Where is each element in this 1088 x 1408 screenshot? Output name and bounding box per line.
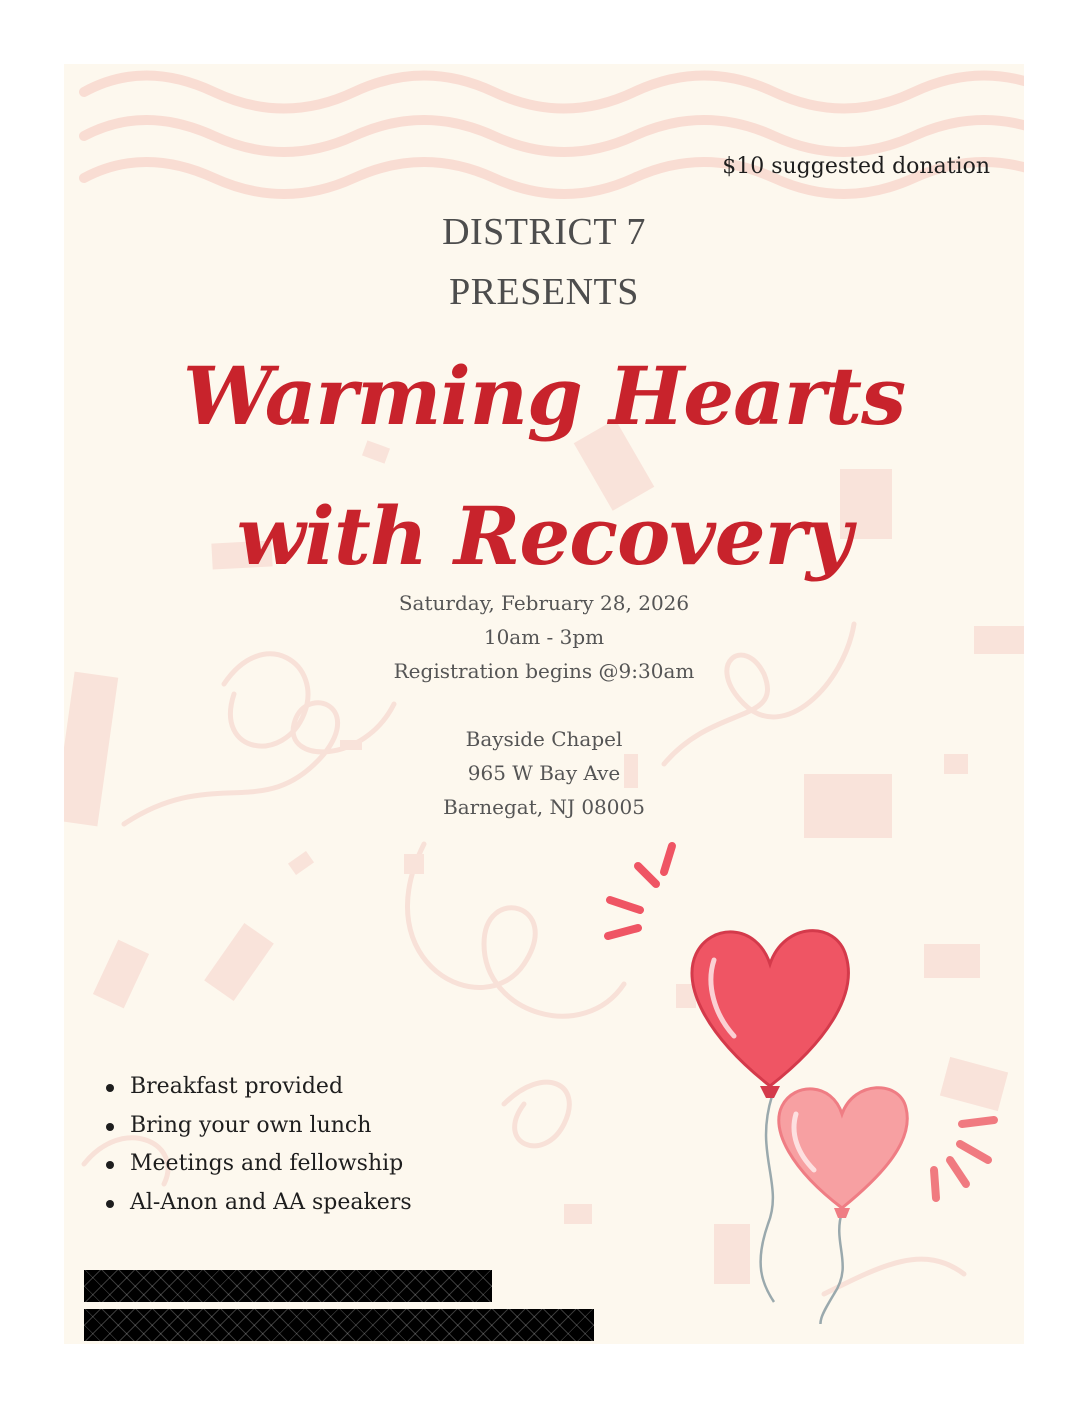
venue-street: 965 W Bay Ave bbox=[467, 761, 621, 785]
event-title-line-2: with Recovery bbox=[236, 489, 852, 583]
list-item: Bring your own lunch bbox=[104, 1107, 412, 1146]
event-flyer bbox=[64, 64, 1024, 1344]
burst-lines-icon bbox=[608, 846, 672, 936]
details-spacer bbox=[64, 688, 1024, 722]
heart-balloon-icon bbox=[692, 931, 848, 1098]
presenter-heading bbox=[64, 202, 1024, 322]
burst-lines-icon-lower bbox=[934, 1120, 994, 1198]
registration-time: Registration begins @9:30am bbox=[393, 659, 695, 683]
event-title-line-1: Warming Hearts bbox=[182, 349, 906, 443]
heart-balloon-icon-pink bbox=[779, 1088, 908, 1218]
redacted-block bbox=[84, 1270, 492, 1302]
venue-city: Barnegat, NJ 08005 bbox=[443, 795, 645, 819]
suggested-donation: $10 suggested donation bbox=[722, 154, 990, 179]
event-time: 10am - 3pm bbox=[483, 625, 605, 649]
list-item: Al-Anon and AA speakers bbox=[104, 1184, 412, 1223]
feature-list bbox=[104, 1068, 412, 1222]
event-title bbox=[64, 326, 1024, 606]
venue-name: Bayside Chapel bbox=[465, 727, 623, 751]
list-item: Breakfast provided bbox=[104, 1068, 412, 1107]
event-date: Saturday, February 28, 2026 bbox=[398, 591, 690, 615]
event-details bbox=[64, 586, 1024, 824]
presenter-line-2: PRESENTS bbox=[449, 271, 639, 313]
presenter-line-1: DISTRICT 7 bbox=[442, 211, 646, 253]
redacted-block bbox=[84, 1309, 594, 1341]
heart-balloons-illustration bbox=[584, 824, 1024, 1324]
list-item: Meetings and fellowship bbox=[104, 1145, 412, 1184]
